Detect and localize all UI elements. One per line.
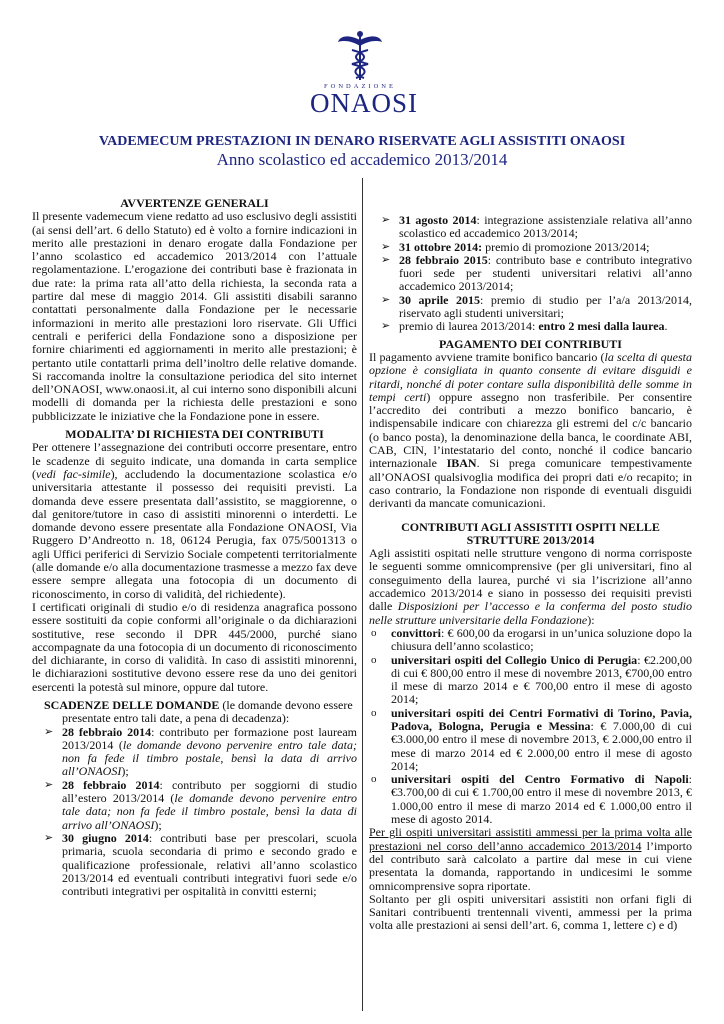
scadenza-item: ➢ 28 febbraio 2014: contributo per formazione post lauream 2013/2014 (le domande devono pervenire entro tale data; non fa fede il timbro postale, bensì la data di arrivo all’ONAOSI); <box>44 724 357 779</box>
ospiti-item: o convittori: € 600,00 da erogarsi in un’unica soluzione dopo la chiusura dell’anno scolastico; <box>371 625 692 654</box>
scadenza-item: ➢ 28 febbraio 2014: contributo per soggiorni di studio all’estero 2013/2014 (le domande devono pervenire entro tale data; non fa fede il timbro postale, bensì la data di arrivo all’ONAOSI); <box>44 777 357 832</box>
scadenza-item: ➢ 30 giugno 2014: contributi base per prescolari, scuola primaria, scuola secondaria di primo e secondo grado e qualificazione professionale, relativi all’anno scolastico 2013/2014 ed eventuali contributi integrativi fuori sede e/o contributi integrativi per ospitalità in convitti esterni; <box>44 830 357 899</box>
scadenze-list-left <box>32 726 357 899</box>
document-subtitle: Anno scolastico ed accademico 2013/2014 <box>216 150 508 169</box>
avvertenze-heading: AVVERTENZE GENERALI <box>120 196 269 210</box>
ospiti-last-text: Soltanto per gli ospiti universitari assistiti non orfani figli di Sanitari contribuenti trentennali viventi, ammessi per la prima volta alle prestazioni ai sensi dell’art. 6, comma 1, lettere c) e d) <box>369 891 692 933</box>
pagamento-heading: PAGAMENTO DEI CONTRIBUTI <box>439 336 622 351</box>
scadenza-item: ➢ 30 aprile 2015: premio di studio per l’a/a 2013/2014, riservato agli studenti universitari; <box>381 292 693 321</box>
scadenza-item: ➢ 28 febbraio 2015: contributo base e contributo integrativo fuori sede per studenti universitari relativi all’anno accademico 2013/2014; <box>381 252 692 294</box>
logo-fondazione: FONDAZIONE <box>324 83 396 90</box>
ospiti-prima-volta-text: Per gli ospiti universitari assistiti ammessi per la prima volta alle prestazioni nel corso dell’anno accademico 2013/2014 l’importo del contributo sarà calcolato a partire dal mese in cui viene presentata la domanda, rapportando in undicesimi le somme omnicomprensive sopra riportate. <box>369 825 693 893</box>
right-column <box>369 214 692 933</box>
caduceus-icon <box>338 30 382 82</box>
logo-onaosi: ONAOSI <box>310 88 419 118</box>
certificati-text: I certificati originali di studio e/o di residenza anagrafica possono essere sostituiti da copie conformi all’originale o da dichiarazioni sostitutive, rese secondo il DPR 445/2000, purché siano accompagnate da una fotocopia di un documento di riconoscimento del dichiarante, in corso di validità. In caso di assistiti minorenni, le dichiarazioni sostitutive devono essere rese da uno dei genitori esercenti la potestà sul minore, oppure dal tutore. <box>32 599 357 694</box>
avvertenze-text: Il presente vademecum viene redatto ad uso esclusivo degli assistiti (ai sensi dell’art. 6 dello Statuto) ed è volto a fornire indicazioni in merito alle prestazioni in denaro erogate dalla Fondazione per l’anno scolastico ed accademico 2013/2014 con l’attuale regolamentazione. L’erogazione dei contributi base è frazionata in due rate: la prima rata all’atto della richiesta, la seconda rata a partire dal mese di maggio 2014. Gli assistiti disabili saranno contattati personalmente dalla Fondazione per le necessarie informazioni in merito alle prestazioni loro riservate. Gli Uffici centrali e periferici della Fondazione sono a disposizione per fornire chiarimenti ed aggiornamenti in merito alle prestazioni; è pertanto utile contattarli prima dell’inoltro delle relative domande. Si raccomanda inoltre la consultazione periodica del sito internet dell’ONAOSI, www.onaosi.it, al cui interno sono disponibili alcuni modelli di domanda per la richiesta delle prestazioni e sono pubblicizzate le iniziative che la Fondazione pone in essere. <box>32 209 358 423</box>
left-column <box>32 197 357 898</box>
modalita-text: Per ottenere l’assegnazione dei contributi occorre presentare, entro le scadenze di seguito indicate, una domanda in carta semplice (vedi fac-simile), accludendo la documentazione scolastica e/o universitaria attestante il possesso dei requisiti previsti. La domanda deve essere presentata dall’assistito, se maggiorenne, o dal genitore/tutore in caso di assistiti minorenni o interdetti. Le domande devono essere presentate alla Fondazione ONAOSI, Via Ruggero D’Andreotto n. 18, 06124 Perugia, fax 075/5001313 o agli Uffici periferici di Servizio Sociale competenti territorialmente (alle domande e/o alla documentazione trasmesse a mezzo fax deve essere sempre allegata una fotocopia di un documento di riconoscimento, in corso di validità, del richiedente). <box>32 440 358 601</box>
column-divider <box>362 178 363 1011</box>
scadenze-note: presentate entro tali date, a pena di decadenza): <box>62 711 290 726</box>
modalita-heading: MODALITA’ DI RICHIESTA DEI CONTRIBUTI <box>65 427 324 442</box>
scadenza-item: ➢ premio di laurea 2013/2014: entro 2 mesi dalla laurea. <box>381 319 668 334</box>
ospiti-list <box>369 627 692 826</box>
scadenze-heading: SCADENZE DELLE DOMANDE (le domande devono essere <box>44 697 353 712</box>
ospiti-intro: Agli assistiti ospitati nelle strutture vengono di norma corrisposte le seguenti somme omnicomprensive (per gli universitari, fino al conseguimento della laurea, purché vi sia l’iscrizione all’anno accademico 2013/2014 e siano in possesso dei requisiti previsti dalle Disposizioni per l’accesso e la conferma del posto studio nelle strutture universitarie della Fondazione): <box>369 546 693 627</box>
document-title: VADEMECUM PRESTAZIONI IN DENARO RISERVATE AGLI ASSISTITI ONAOSI <box>98 134 626 149</box>
ospiti-heading-2: STRUTTURE 2013/2014 <box>466 532 595 547</box>
pagamento-text: Il pagamento avviene tramite bonifico bancario (la scelta di questa opzione è consigliata in quanto consente di evitare disguidi e ritardi, nonché di poter contare sulla disponibilità delle somme in tempi certi) oppure assegno non trasferibile. Per consentire l’accredito dei contributi a mezzo bonifico bancario, è indispensabile indicare con chiarezza gli estremi del c/c bancario (o banco posta), la denominazione della banca, le coordinate ABI, CAB, CIN, l’intestatario del conto, nonché il codice bancario internazionale IBAN. Si prega comunicare tempestivamente all’ONAOSI qualsivoglia modifica dei propri dati e/o recapito; in caso contrario, la Fondazione non risponde di eventuali disguidi derivanti da mancate comunicazioni. <box>369 349 693 511</box>
ospiti-heading-1: CONTRIBUTI AGLI ASSISTITI OSPITI NELLE <box>401 519 660 534</box>
ospiti-item: o universitari ospiti del Centro Formativo di Napoli: €3.700,00 di cui € 1.700,00 entro il mese di novembre 2013, € 1.000,00 entro il mese di marzo 2014 ed € 1.000,00 entro il mese di agosto 2014. <box>371 772 692 827</box>
onaosi-site-link[interactable]: www.onaosi.it <box>105 382 175 397</box>
scadenza-item: ➢ 31 ottobre 2014: premio di promozione 2013/2014; <box>381 239 650 254</box>
ospiti-item: o universitari ospiti dei Centri Formativi di Torino, Pavia, Padova, Bologna, Perugia e Messina: € 7.000,00 di cui €3.000,00 entro il mese di novembre 2013, € 2.000,00 entro il mese di marzo 2014 ed € 2.000,00 entro il mese di agosto 2014; <box>371 705 692 773</box>
scadenza-item: ➢ 31 agosto 2014: integrazione assistenziale relativa all’anno scolastico ed accademico 2013/2014; <box>381 213 693 241</box>
scadenze-list-right <box>369 214 692 334</box>
ospiti-item: o universitari ospiti del Collegio Unico di Perugia: €2.200,00 di cui € 800,00 entro il mese di novembre 2013, €700,00 entro il mese di marzo 2014 e € 700,00 entro il mese di agosto 2014; <box>371 652 692 707</box>
onaosi-logo <box>310 30 419 122</box>
